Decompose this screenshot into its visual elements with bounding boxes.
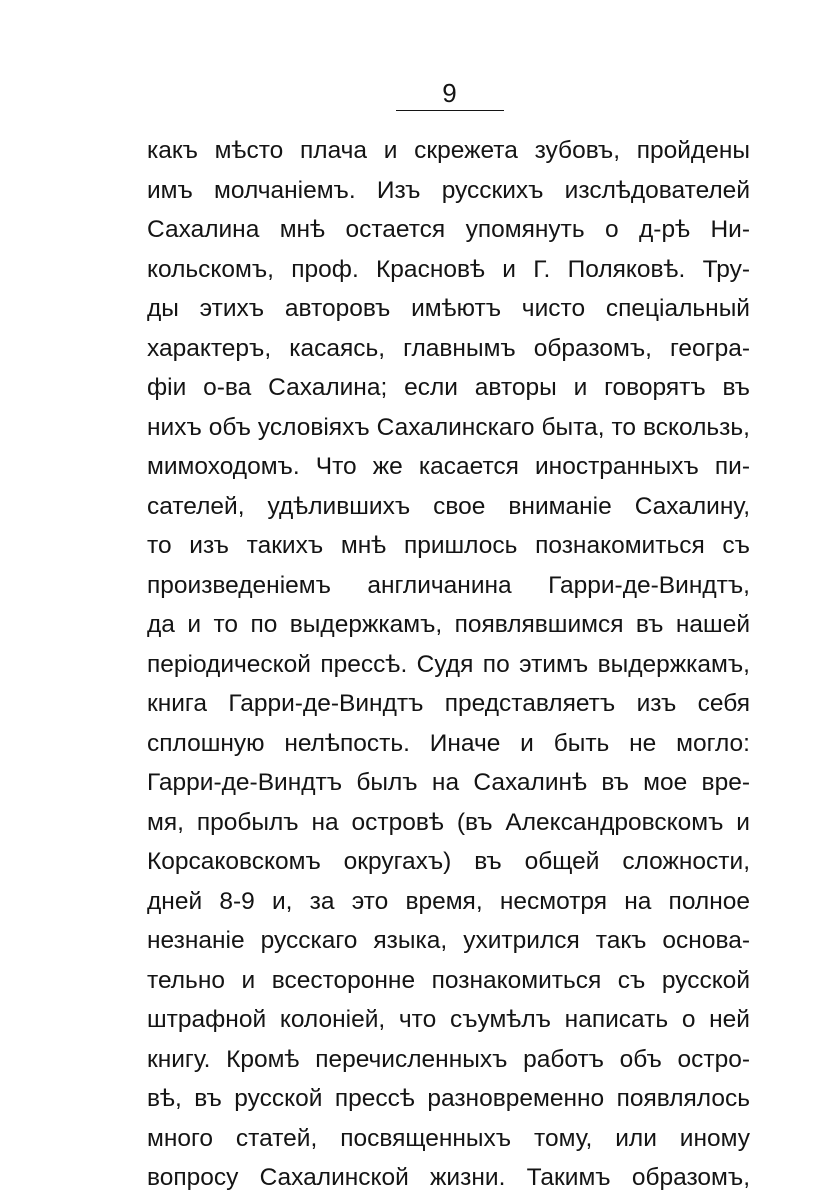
page-header bbox=[396, 78, 504, 111]
text-line: книга Гарри-де-Виндтъ представляетъ изъ себя bbox=[147, 690, 750, 717]
text-line: имъ молчаніемъ. Изъ русскихъ изслѣдователей bbox=[147, 176, 750, 204]
text-line: мимоходомъ. Что же касается иностранныхъ пи- bbox=[147, 453, 750, 480]
text-line: фіи о-ва Сахалина; если авторы и говорятъ въ bbox=[147, 374, 750, 401]
text-line: Сахалина мнѣ остается упомянуть о д-рѣ Ни- bbox=[147, 216, 750, 243]
text-line: много статей, посвященныхъ тому, или иному bbox=[147, 1124, 750, 1152]
text-line: штрафной колоніей, что съумѣлъ написать о ней bbox=[147, 1006, 750, 1033]
text-line: кольскомъ, проф. Красновѣ и Г. Поляковѣ. Тру- bbox=[147, 255, 750, 283]
body-text bbox=[147, 131, 750, 1198]
text-line: какъ мѣсто плача и скрежета зубовъ, пройдены bbox=[147, 137, 750, 164]
text-line: сателей, удѣлившихъ свое вниманіе Сахалину, bbox=[147, 492, 750, 520]
text-line: Корсаковскомъ округахъ) въ общей сложности, bbox=[147, 848, 750, 875]
text-line: произведеніемъ англичанина Гарри-де-Виндтъ, bbox=[147, 571, 750, 599]
text-line: сплошную нелѣпость. Иначе и быть не могло: bbox=[147, 729, 750, 757]
text-line: мя, пробылъ на островѣ (въ Александровскомъ и bbox=[147, 808, 750, 836]
text-line: нихъ объ условіяхъ Сахалинскаго быта, то вскользь, bbox=[147, 413, 750, 441]
text-line: періодической прессѣ. Судя по этимъ выдержкамъ, bbox=[147, 650, 750, 678]
page-number: 9 bbox=[442, 78, 458, 108]
text-line: тельно и всесторонне познакомиться съ русской bbox=[147, 966, 750, 994]
text-line: книгу. Кромѣ перечисленныхъ работъ объ остро- bbox=[147, 1045, 750, 1073]
text-line: Гарри-де-Виндтъ былъ на Сахалинѣ въ мое вре- bbox=[147, 769, 750, 796]
text-line: ды этихъ авторовъ имѣютъ чисто спеціальный bbox=[147, 295, 750, 322]
text-line: дней 8-9 и, за это время, несмотря на полное bbox=[147, 887, 750, 915]
text-line: да и то по выдержкамъ, появлявшимся въ нашей bbox=[147, 611, 750, 638]
header-rule bbox=[396, 110, 504, 111]
text-line: то изъ такихъ мнѣ пришлось познакомиться съ bbox=[147, 532, 750, 559]
text-line: вѣ, въ русской прессѣ разновременно появлялось bbox=[147, 1085, 750, 1112]
text-line: незнаніе русскаго языка, ухитрился такъ основа- bbox=[147, 927, 750, 954]
text-line: вопросу Сахалинской жизни. Такимъ образомъ, bbox=[147, 1164, 750, 1191]
text-line: характеръ, касаясь, главнымъ образомъ, геогра- bbox=[147, 334, 750, 362]
